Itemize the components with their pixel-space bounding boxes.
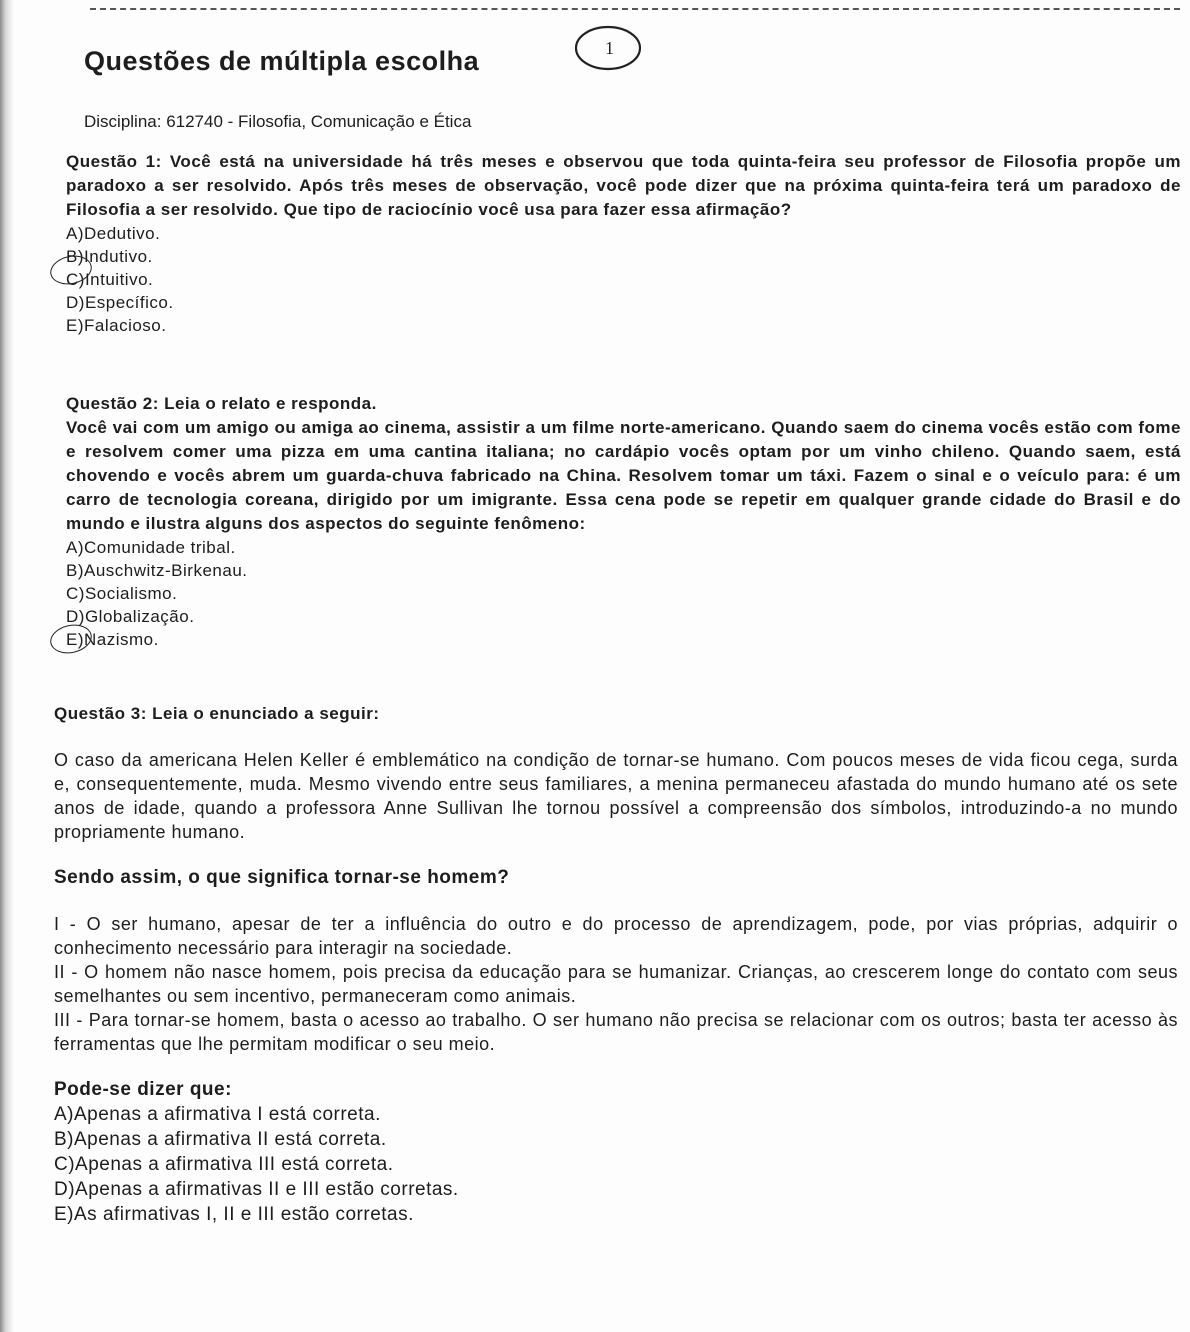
question-3-text: O caso da americana Helen Keller é emblemático na condição de tornar-se humano. Com poucos meses de vida ficou cega, surda e, consequentemente, muda. Mesmo vivendo entre seus familiares, a menina permaneceu afastada do mundo humano até os sete anos de idade, quando a professora Anne Sullivan lhe tornou possível a compreensão dos símbolos, introduzindo-a no mundo propriamente humano. [54,750,1178,842]
question-2 [66,392,1181,651]
question-2-option-e: E)Nazismo. [66,630,159,649]
question-2-stem: Você vai com um amigo ou amiga ao cinema, assistir a um filme norte-americano. Quando saem do cinema vocês estão com fome e resolvem comer uma pizza em uma cantina italiana; no cardápio vocês optam por um vinho chileno. Quando saem, está chovendo e vocês abrem um guarda-chuva fabricado na China. Resolvem tomar um táxi. Fazem o sinal e o veículo para: é um carro de tecnologia coreana, dirigido por um imigrante. Essa cena pode se repetir em qualquer grande cidade do Brasil e do mundo e ilustra alguns dos aspectos do seguinte fenômeno: [66,418,1181,533]
question-3 [54,702,1178,1227]
question-1-option-e: E)Falacioso. [66,316,167,335]
question-2-option-d: D)Globalização. [66,607,195,626]
statement-1: I - O ser humano, apesar de ter a influência do outro e do processo de aprendizagem, pode, por vias próprias, adquirir o conhecimento necessário para interagir na sociedade. [54,914,1178,958]
question-3-option-c: C)Apenas a afirmativa III está correta. [54,1154,394,1175]
question-1 [66,150,1181,337]
question-3-option-e: E)As afirmativas I, II e III estão corretas. [54,1204,414,1225]
page-title: Questões de múltipla escolha [84,46,480,76]
question-1-option-c: C)Intuitivo. [66,270,154,289]
question-3-option-a: A)Apenas a afirmativa I está correta. [54,1104,381,1125]
question-3-prompt: Pode-se dizer que: [54,1079,232,1100]
question-1-option-a: A)Dedutivo. [66,224,161,243]
statement-3: III - Para tornar-se homem, basta o acesso ao trabalho. O ser humano não precisa se relacionar com os outros; basta ter acesso às ferramentas que lhe permitam modificar o seu meio. [54,1010,1178,1054]
page-edge [0,0,14,1332]
question-2-heading: Questão 2: Leia o relato e responda. [66,394,377,413]
question-1-option-d: D)Específico. [66,293,174,312]
question-2-option-a: A)Comunidade tribal. [66,538,236,557]
question-2-option-c: C)Socialismo. [66,584,178,603]
handwritten-circle-mark [572,22,644,74]
handwritten-number: 1 [605,38,614,58]
question-3-heading: Questão 3: Leia o enunciado a seguir: [54,704,380,723]
question-2-option-b: B)Auschwitz-Birkenau. [66,561,248,580]
discipline-line: Disciplina: 612740 - Filosofia, Comunicação e Ética [84,112,472,131]
question-3-option-b: B)Apenas a afirmativa II está correta. [54,1129,387,1150]
question-3-question: Sendo assim, o que significa tornar-se homem? [54,867,510,888]
question-1-stem: Questão 1: Você está na universidade há três meses e observou que toda quinta-feira seu professor de Filosofia propõe um paradoxo a ser resolvido. Após três meses de observação, você pode dizer que na próxima quinta-feira terá um paradoxo de Filosofia a ser resolvido. Que tipo de raciocínio você usa para fazer essa afirmação? [66,152,1181,219]
statement-2: II - O homem não nasce homem, pois precisa da educação para se humanizar. Crianças, ao crescerem longe do contato com seus semelhantes ou sem incentivo, permaneceram como animais. [54,962,1178,1006]
dashed-rule [90,8,1180,10]
question-3-option-d: D)Apenas a afirmativas II e III estão corretas. [54,1179,459,1200]
question-1-option-b: B)Indutivo. [66,247,153,266]
